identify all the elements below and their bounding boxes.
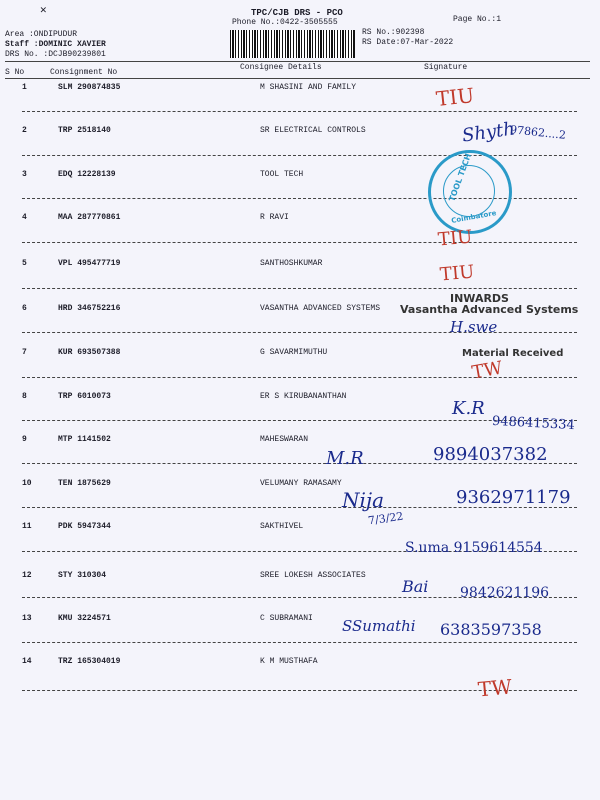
row-sno: 9 xyxy=(22,435,27,444)
phone-row-12: 9842621196 xyxy=(460,585,550,601)
row-consignee: SAKTHIVEL xyxy=(260,522,304,531)
row-consignment: KMU 3224571 xyxy=(58,614,111,623)
row-consignee: SANTHOSHKUMAR xyxy=(260,259,323,268)
row-sno: 3 xyxy=(22,170,27,179)
row-consignment: HRD 346752216 xyxy=(58,304,121,313)
row-sno: 10 xyxy=(22,479,32,488)
area: Area :ONDIPUDUR xyxy=(5,30,78,39)
phone-row-8: 9486415334 xyxy=(491,413,576,434)
header-rule-bottom xyxy=(5,78,590,79)
row-separator xyxy=(22,111,577,112)
signature-row-7: TW xyxy=(470,357,505,384)
row-consignment: TRZ 165304019 xyxy=(58,657,121,666)
row-consignment: TRP 6010073 xyxy=(58,392,111,401)
date-row-11: 7/3/22 xyxy=(367,509,405,528)
phone-row-10: 9362971179 xyxy=(456,487,571,508)
row-consignee: K M MUSTHAFA xyxy=(260,657,318,666)
inwards-stamp: INWARDS xyxy=(450,292,509,305)
staff: Staff :DOMINIC XAVIER xyxy=(5,40,106,49)
row-consignment: TEN 1875629 xyxy=(58,479,111,488)
tool-tech-stamp xyxy=(428,150,512,234)
signature-row-8: K.R xyxy=(452,398,485,419)
rs-number: RS No.:902398 xyxy=(362,28,425,37)
drs-number: DRS No. :DCJB90239801 xyxy=(5,50,106,59)
row-consignee: R RAVI xyxy=(260,213,289,222)
row-sno: 11 xyxy=(22,522,32,531)
col-sno: S No xyxy=(5,68,25,77)
row-sno: 14 xyxy=(22,657,32,666)
row-consignee: VELUMANY RAMASAMY xyxy=(260,479,342,488)
rs-date: RS Date:07-Mar-2022 xyxy=(362,38,454,47)
row-sno: 4 xyxy=(22,213,27,222)
table-row xyxy=(0,213,600,253)
col-signature: Signature xyxy=(424,63,468,72)
vasantha-stamp: Vasantha Advanced Systems xyxy=(400,303,579,316)
mark-glyph: ✕ xyxy=(40,5,47,17)
row-consignment: PDK 5947344 xyxy=(58,522,111,531)
row-consignee: VASANTHA ADVANCED SYSTEMS xyxy=(260,304,381,313)
signature-row-4: TIU xyxy=(437,226,474,251)
signature-row-12: Bai xyxy=(402,577,429,596)
row-consignee: G SAVARMIMUTHU xyxy=(260,348,328,357)
table-row xyxy=(0,259,600,299)
row-consignment: SLM 290874835 xyxy=(58,83,121,92)
stamp-city: Coimbatore xyxy=(450,209,498,225)
row-sno: 12 xyxy=(22,571,32,580)
row-sno: 7 xyxy=(22,348,27,357)
row-consignment: EDQ 12228139 xyxy=(58,170,116,179)
signature-row-10: Nija xyxy=(342,488,385,512)
signature-row-13: SSumathi xyxy=(342,617,416,635)
header-rule-top xyxy=(5,61,590,62)
row-sno: 6 xyxy=(22,304,27,313)
row-consignee: C SUBRAMANI xyxy=(260,614,313,623)
phone-row-2: 97862....2 xyxy=(509,123,567,142)
row-consignment: STY 310304 xyxy=(58,571,107,580)
signature-row-2: Shyth xyxy=(460,118,517,147)
table-row xyxy=(0,83,600,123)
row-sno: 5 xyxy=(22,259,27,268)
signature-row-5: TIU xyxy=(439,261,476,286)
phone-row-11: S.uma 9159614554 xyxy=(405,540,543,556)
row-consignee: M SHASINI AND FAMILY xyxy=(260,83,357,92)
signature-row-6: H.swe xyxy=(450,318,498,336)
sheet-title: TPC/CJB DRS - PCO xyxy=(251,8,343,18)
row-sno: 2 xyxy=(22,126,27,135)
row-consignment: TRP 2518140 xyxy=(58,126,111,135)
page-number: Page No.:1 xyxy=(453,15,502,24)
row-consignment: MTP 1141502 xyxy=(58,435,111,444)
stamp-text: TOOL TECH xyxy=(447,152,474,203)
row-sno: 13 xyxy=(22,614,32,623)
phone-number: Phone No.:0422-3505555 xyxy=(232,18,338,27)
row-consignee: MAHESWARAN xyxy=(260,435,309,444)
row-separator xyxy=(22,288,577,289)
barcode xyxy=(230,30,355,58)
col-consignee: Consignee Details xyxy=(240,63,322,72)
material-received-stamp: Material Received xyxy=(462,348,564,359)
phone-row-9: 9894037382 xyxy=(433,444,548,465)
row-consignment: KUR 693507388 xyxy=(58,348,121,357)
row-consignee: SR ELECTRICAL CONTROLS xyxy=(260,126,366,135)
phone-row-13: 6383597358 xyxy=(440,620,542,639)
row-sno: 1 xyxy=(22,83,27,92)
row-sno: 8 xyxy=(22,392,27,401)
row-consignee: ER S KIRUBANANTHAN xyxy=(260,392,347,401)
row-separator xyxy=(22,242,577,243)
row-separator xyxy=(22,642,577,643)
col-consignment: Consignment No xyxy=(50,68,118,77)
signature-row-9: M.R xyxy=(326,448,364,469)
row-consignee: SREE LOKESH ASSOCIATES xyxy=(260,571,366,580)
row-consignment: MAA 287770861 xyxy=(58,213,121,222)
row-separator xyxy=(22,155,577,156)
signature-row-14: TW xyxy=(477,674,513,702)
row-consignment: VPL 495477719 xyxy=(58,259,121,268)
row-consignee: TOOL TECH xyxy=(260,170,304,179)
signature-row-1: TIU xyxy=(434,83,476,111)
